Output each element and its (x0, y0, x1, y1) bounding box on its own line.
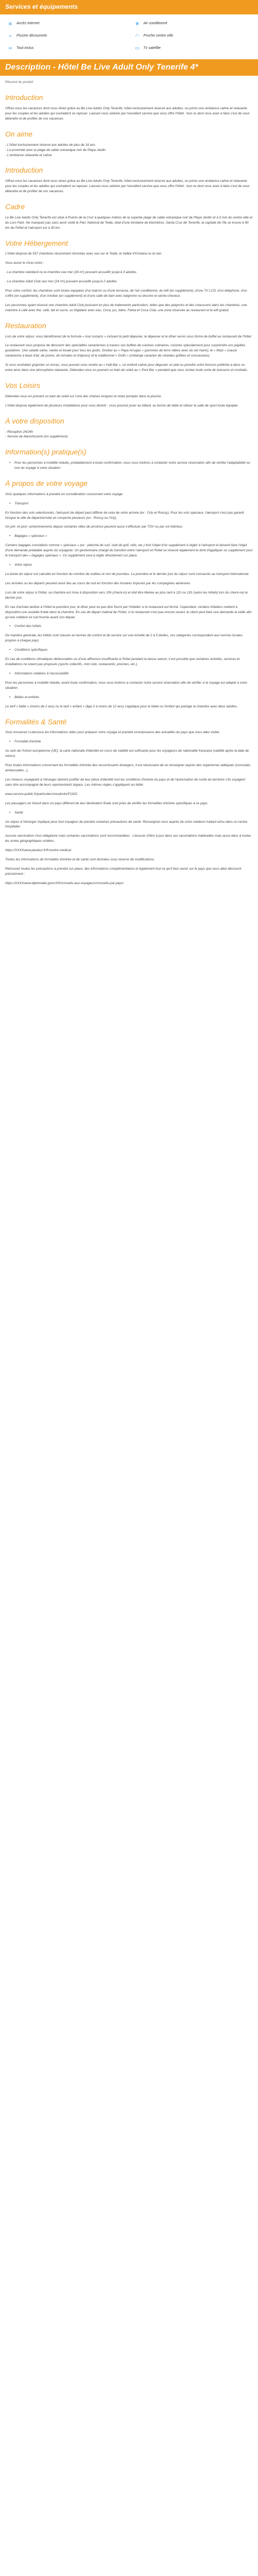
topic-label: • Santé (5, 810, 253, 816)
equipment-item (134, 33, 251, 40)
topic-label: • Bagages « spéciaux » (5, 534, 253, 539)
paragraph: Les personnes ayant réservé une chambre Adult Club jouissent en plus de traitements particuliers, telles que des peignoirs et des chaussons dans les chambres, une machine à café avec thé, café, lait et sucre, un frigidaire avec eau, Coca, jus, bière, Fanta et Coca Cola, une zone réservée au restaurant et le wifi gratuit. (5, 303, 247, 312)
paragraph: Les passagers en transit dans un pays différent de leur destination finale sont priés de vérifier les formalités d'entrée spécifiques à ce pays. (5, 801, 208, 805)
equipment-label: Air conditionné (143, 22, 168, 26)
wifi-icon: ≋ (8, 21, 12, 26)
section-title: Information(s) pratique(s) (5, 448, 87, 456)
paragraph: - La chambre Adult Club vue mer (24 m²) pouvant accueillir jusqu'à 2 adultes (5, 280, 117, 284)
paragraph: Le tarif « bébé » (moins de 2 ans) ou le tarif « enfant » (âge 2 à moins de 12 ans) s'applique pour le bébé ou l'enfant qui partage la chambre avec deux adultes. (5, 704, 238, 708)
summary-label: Résumé du produit (5, 80, 33, 84)
paragraph: Un pré- et post- acheminements depuis certaines villes de province peuvent aussi s'effectuer par TGV ou par vol intérieur. (5, 525, 183, 529)
section-title: Votre Hébergement (5, 239, 68, 247)
equipment-item (134, 21, 251, 28)
topic-label: • Bébés et enfants (5, 695, 253, 700)
hotel-title: Description - Hôtel Be Live Adult Only Tenerife 4* (0, 59, 258, 76)
section-title: À votre disposition (5, 416, 64, 425)
paragraph: En cas de conditions climatiques défavorables ou d'une affluence insuffisante à l'hôtel pendant la basse saison, il est possible que certaines activités, services et installations ne soient pas proposés (sports collectifs, mini club, restaurants, piscines, etc.). (5, 657, 240, 667)
paragraph: Certains bagages considérés comme « spéciaux » (ex : planche de surf, club de golf, vélo, etc.) font l'objet d'un supplément à régler à l'aéroport et doivent faire l'objet d'une demande préalable auprès du voyagiste. Un gestionnaire chargé du transfert entre l'aéroport et l'hôtel se réserve également le droit d'appliquer un supplément pour le transport des « bagages spéciaux ». Ce supplément sera à régler directement sur place. (5, 544, 253, 558)
topic-list (5, 671, 253, 676)
topic-list (5, 695, 253, 700)
paragraph: Lors de votre séjour, vous bénéficierez de la formule « tout compris » incluant le petit déjeuner, le déjeuner et le dîner servis sous forme de buffet au restaurant de l'hôtel. (5, 334, 252, 338)
section-title: Restauration (5, 321, 46, 330)
equipment-label: Tv satellite (143, 46, 161, 50)
paragraph: Toutes les informations de formalités d'entrée et de santé sont données sous réserve de modifications. (5, 858, 155, 862)
paragraph: Un séjour à l'étranger implique pour tout voyageur de prendre certaines précautions de santé. Renseignez-vous auprès de votre médecin traitant et/ou dans un centre hospitalier. (5, 820, 248, 829)
paragraph: Le Be Live Adults Only Tenerife est situé à Puerto de la Cruz à quelques mètres de la superbe plage de sable volcanique noir de Playa Jardín et à 5 min du centre-ville et du Loro Park. Ne manquez pas sans avoir visité le Parc National de Teide, était d'une trentaine de kilomètres. Santa Cruz de Tenerife, la capitale de l'île se trouve à 40 km de l'hôtel et l'aéroport est à 30 km. (5, 215, 253, 230)
all-inclusive-icon: ∞ (8, 45, 12, 51)
paragraph: Offrez-vous les vacances dont vous rêvez grâce au Be Live Adults Only Tenerife, hôtel exclusivement réservé aux adultes, ou prime une ambiance calme et relaxante pour les couples et les adultes qui souhaitent se reposer. Laissez-vous séduire par l'excellent service que vous offre l'hôtel : tout ce dont vous avez à faire c'est de vous détendre et de profiter de vos vacances. (5, 179, 250, 194)
topic-label: • Formalité d'entrée (5, 739, 253, 744)
section-title: Introduction (5, 166, 43, 175)
paragraph: En cas d'arrivée tardive à l'hôtel la première jour, le dîner peut ne pas être fourni par l'hôtelier si le restaurant est fermé. Cependant, certains hôteliers mettent à disposition une assiette froide dans la chambre. En cas de départ matinal de l'hôtel, si le restaurant n'est pas encore ouvert, le client peut faire une demande la veille afin qu'une collation lui soit fournie avant son départ. (5, 605, 252, 619)
list-item: • Pour les personnes à mobilité réduite, préalablement à toute confirmation, nous vous invitons à contacter notre service réservation afin de vérifier l'adaptabilité ou non du voyage à votre situation. (5, 461, 253, 471)
paragraph: Les arrivées ou les départs peuvent avoir lieu au cours de nuit en fonction des horaires imposés par les compagnies aériennes. (5, 581, 191, 585)
paragraph: Vous trouverez ci-dessous les informations utiles pour préparer votre voyage et prendre connaissance des actualités du pays que vous allez visiter. (5, 731, 220, 735)
topic-list (5, 624, 253, 629)
paragraph: Voici quelques informations à prendre en considération concernant votre voyage. (5, 492, 124, 496)
topic-label: • Votre séjour (5, 563, 253, 568)
equipment-label: Tout inclus (17, 46, 34, 50)
section-title: Cadre (5, 202, 25, 211)
paragraph: www.service-public.fr/particuliers/vosdroits/F1922 (5, 792, 77, 796)
section-title: Introduction (5, 93, 43, 102)
paragraph: Pour toutes informations concernant les formalités d'entrée des ressortissants étrangers, il est nécessaire de se renseigner auprès des organismes adéquats (consulats, ambassades...). (5, 764, 251, 773)
topic-list (5, 648, 253, 653)
topic-label: • Informations relatives à l'accessibilité (5, 671, 253, 676)
paragraph: Si vous souhaitez grignoter un encas, vous pouvez vous rendre au « Hall Bar », un endroit calme pour déguster un plat ou prendre votre boisson préférée à deux ou entre amis dans une atmosphère relaxante. Détendez-vous en prenant un bain de soleil au « Pool Bar » pendant que vous sirotez toute sorte de boissons et cocktails. (5, 363, 248, 372)
topic-label: • Transport (5, 501, 253, 506)
equipment-item (134, 45, 251, 52)
paragraph: En fonction des vols sélectionnés, l'aéroport de départ peut différer de celui de votre arrivée (ex : Orly et Roissy). Pour les vols spéciaux, l'aéroport n'est pas garanti lorsque la ville de départ/arrivée en comporte plusieurs (ex : Roissy ou Orly). (5, 511, 244, 520)
paragraph: https://XXXXwww.diplomatie.gouv.fr/fr/conseils-aux-voyageurs/conseils-par-pays/ (5, 881, 124, 885)
paragraph: Offrez-vous les vacances dont vous rêvez grâce au Be Live Adults Only Tenerife, hôtel exclusivement réservé aux adultes, ou prime une ambiance calme et relaxante pour les couples et les adultes qui souhaitent se reposer. Laissez-vous séduire par l'excellent service que vous offre l'hôtel : tout ce dont vous avez à faire c'est de vous détendre et de profiter de vos vacances. (5, 107, 250, 121)
topic-label: • Confort des hôtels (5, 624, 253, 629)
paragraph: Les mineurs voyageant à l'étranger doivent justifier de leur pièce d'identité tout les conditions d'entrée du pays et de l'autorisation de sortie du territoire s'ils voyagent sans être accompagné de leurs représentants légaux. Les mêmes règles s'appliquent au bébé. (5, 777, 246, 787)
equipment-label: Proche centre ville (143, 34, 173, 38)
paragraph: https://XXXXwww.pasteur.fr/fr/centre-medical (5, 849, 71, 853)
snowflake-icon: ❄ (135, 21, 139, 26)
paragraph: La durée du séjour est calculée en fonction du nombre de nuitées et non de journées. La première et le dernier jour du séjour sont consacrés au transport international. (5, 572, 249, 577)
paragraph: Pour les personnes à mobilité réduite, avant toute confirmation, nous vous invitons à contacter notre service réservation afin de vérifier si le voyage est adapté à votre situation. (5, 681, 247, 690)
section-title: Vos Loisirs (5, 381, 40, 390)
paragraph: - Service de blanchisserie (en supplément) (5, 435, 68, 439)
paragraph: - Réception 24/24h (5, 430, 34, 434)
section-title: On aime (5, 129, 33, 138)
beach-icon: ◠ (135, 33, 139, 39)
paragraph: De manière générale, les hôtels sont classés en termes de confort et de service sur une échelle de 2 à 5 étoiles, ces catégories correspondent aux normes locales propres à chaque pays. (5, 634, 243, 643)
paragraph: Au sein de l'Union européenne (UE), la carte nationale d'identité en cours de validité est suffisante pour les voyageurs de nationalité française (validité après la date de retour). (5, 749, 249, 758)
paragraph: Pour votre confort, les chambres sont toutes équipées d'un balcon ou d'une terrasse, de l'air conditionné, du wifi (en supplément), d'une TV LCD, d'un téléphone, d'un coffre (en supplément), d'un minibar (en supplément) et d'une salle de bain avec baignoire ou douche et sèche-cheveux. (5, 289, 247, 298)
paragraph: Vous aurez le choix entre : (5, 261, 44, 265)
pool-icon: ≈ (9, 33, 12, 39)
equipment-item (7, 45, 124, 52)
paragraph: Retrouvez toutes les précautions à prendre sur place, des informations complémentaires et également tout ce qu'il faut savoir sur le pays que vous allez découvrir précisément : (5, 867, 242, 876)
section-title: À propos de votre voyage (5, 479, 88, 487)
topic-label: • Conditions spécifiques (5, 648, 253, 653)
topic-list (5, 534, 253, 539)
paragraph: - L'hôtel exclusivement réservé aux adultes de plus de 16 ans (5, 143, 95, 147)
section-title: Formalités & Santé (5, 717, 67, 726)
paragraph: Lors de votre séjour à l'hôtel, sa chambre est mise à disposition vers 15h (check-in) et doit être libérée au plus tard à 11h ou 12h (selon les hôtels) lors du check-out le dernier jour. (5, 590, 248, 600)
info-list (5, 461, 253, 471)
paragraph: Détendez-vous en prenant un bain de soleil sur l'une des chaises longues et votez pompier dans la piscine. (5, 394, 162, 398)
paragraph: Le restaurant vous propose de découvrir des spécialités canariennes à travers ses buffets de cuisines culinaires, cuisines spécialement pour surprendre vos papilles gustatives. Une salade saine, variée et locale pour tous les goûts. Goûtez au « Papa Arrugas » (pommes de terre ridées avec du sel marin), le « Mojo » (sauce canarienne à base d'ail, de poivre, de tomates et d'épices) et le traditionnel « Gofio » (mélange canarien de céréales grillées et concassées). (5, 344, 246, 358)
paragraph: L'hôtel dispose de 537 chambres récemment rénovées avec vue sur le Teide, la Vallée d'Orotava ou la mer. (5, 252, 163, 256)
tv-icon: ▭ (135, 45, 140, 51)
equipment-label: Accès internet (17, 22, 40, 26)
services-header: Services et équipements (0, 0, 258, 14)
paragraph: - L'ambiance relaxante et calme (5, 153, 52, 157)
topic-list (5, 810, 253, 816)
equipment-item (7, 33, 124, 40)
equipment-item (7, 21, 124, 28)
content (0, 76, 258, 892)
topic-list (5, 501, 253, 506)
topic-list (5, 563, 253, 568)
equipment-label: Piscine découverte (17, 34, 47, 38)
paragraph: - La proximité avec la plage de sable volcanique noir de Playa Jardin (5, 148, 106, 152)
paragraph: - La chambre standard ou la chambre vue mer (24 m²) pouvant accueillir jusqu'à 3 adultes (5, 270, 137, 275)
paragraph: Aucune vaccination n'est obligatoire mais certaines vaccinations sont recommandées : s'assurer d'être à jour dans ses vaccinations habituelles mais aussi dans à toutes les zones géographiques visitées. (5, 834, 251, 843)
equipment-grid (0, 14, 258, 60)
paragraph: L'hôtel dispose également de plusieurs installations pour vous divertir : vous pourrez jouer au billard, au tennis de table et utiliser la salle de sport toute équipée. (5, 403, 239, 408)
topic-list (5, 739, 253, 744)
